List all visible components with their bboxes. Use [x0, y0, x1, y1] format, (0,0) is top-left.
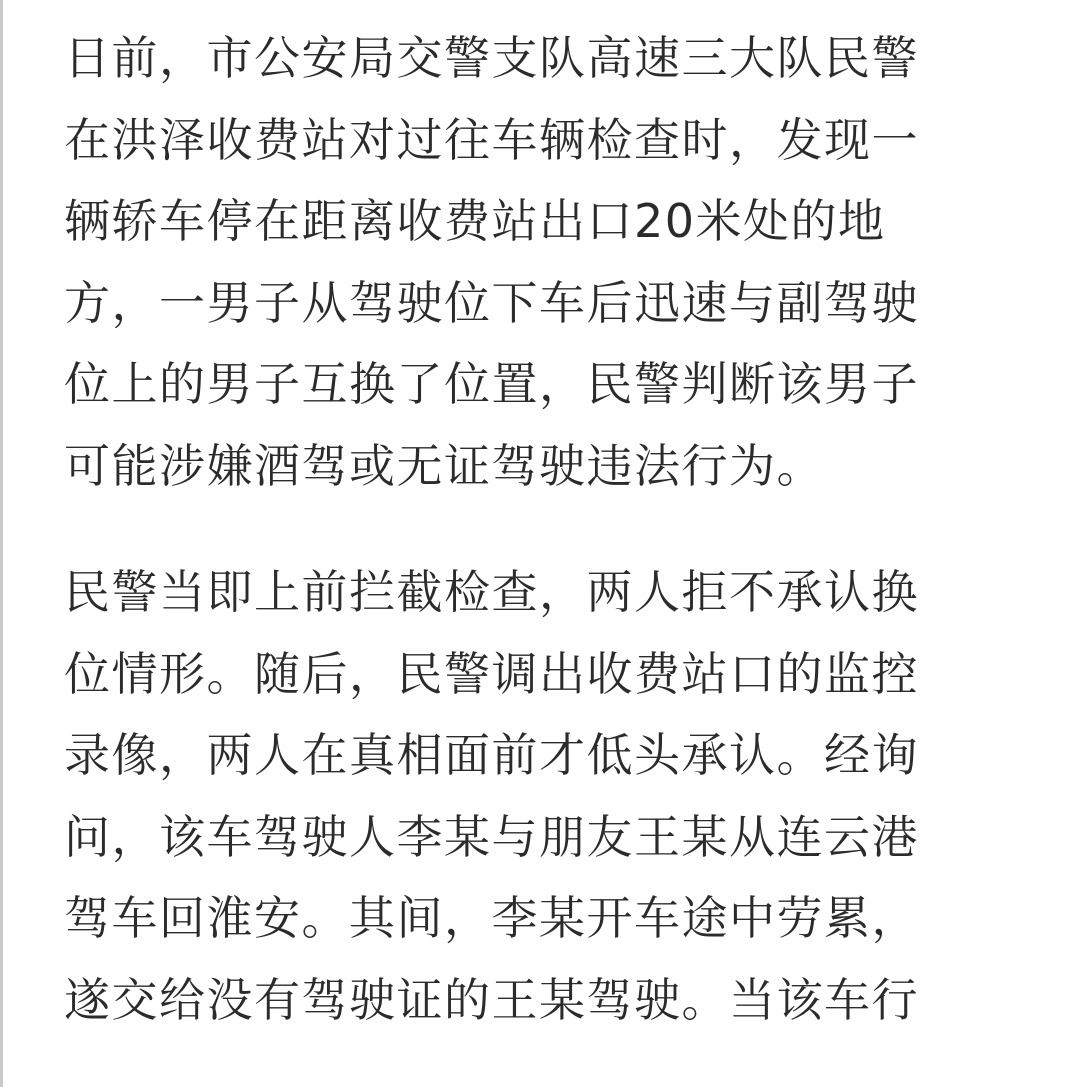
paragraph-line: 位情形。随后，民警调出收费站口的监控 — [64, 646, 919, 701]
paragraph-line: 可能涉嫌酒驾或无证驾驶违法行为。 — [64, 438, 824, 493]
paragraph-line: 位上的男子互换了位置，民警判断该男子 — [64, 357, 919, 411]
paragraph-line: 民警当即上前拦截检查，两人拒不承认换 — [64, 565, 919, 619]
paragraph-line: 驾车回淮安。其间，李某开车途中劳累， — [64, 891, 919, 945]
article-body — [64, 18, 1044, 1041]
article-paragraph-1 — [64, 18, 1044, 507]
article-paragraph-2 — [64, 552, 1044, 1041]
paragraph-line: 在洪泽收费站对过往车辆检查时，发现一 — [64, 112, 919, 167]
paragraph-line: 遂交给没有驾驶证的王某驾驶。当该车行 — [64, 972, 919, 1027]
paragraph-line: 辆轿车停在距离收费站出口20米处的地 — [64, 194, 886, 248]
paragraph-line: 日前，市公安局交警支队高速三大队民警 — [64, 31, 919, 85]
paragraph-line: 录像，两人在真相面前才低头承认。经询 — [64, 728, 919, 782]
paragraph-line: 问，该车驾驶人李某与朋友王某从连云港 — [64, 809, 919, 864]
paragraph-line: 方，一男子从驾驶位下车后迅速与副驾驶 — [64, 275, 919, 330]
left-edge-divider — [0, 0, 3, 1087]
